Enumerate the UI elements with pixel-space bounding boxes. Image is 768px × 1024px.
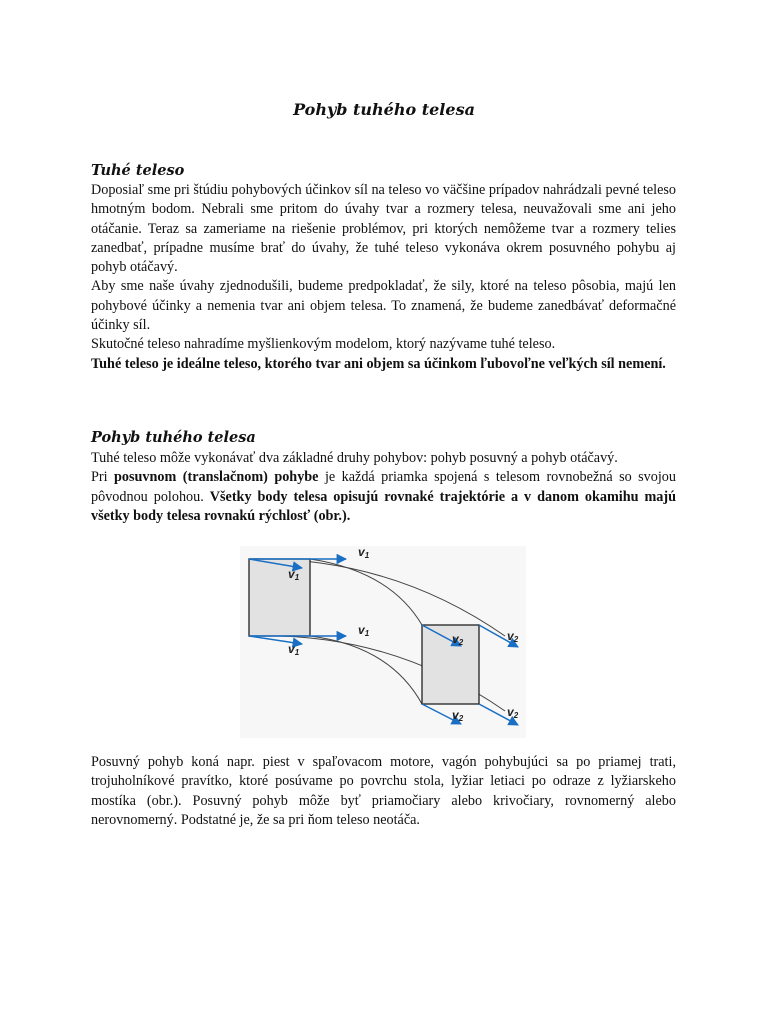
paragraph: Tuhé teleso môže vykonávať dva základné druhy pohybov: pohyb posuvný a pohyb otáčavý.	[91, 450, 618, 466]
body-position-2	[422, 625, 479, 704]
page-title: Pohyb tuhého telesa	[293, 100, 475, 119]
definition-text: Tuhé teleso je ideálne teleso, ktorého tvar ani objem sa účinkom ľubovoľne veľkých síl nemení.	[91, 355, 666, 372]
section-tuhe-teleso-body	[91, 181, 676, 374]
velocity-label-v2: v2	[507, 629, 519, 644]
bold-statement: Všetky body telesa opisujú rovnaké trajektórie a v danom okamihu majú všetky body telesa rovnakú rýchlosť (obr.).	[91, 488, 676, 524]
figure-svg	[240, 546, 526, 738]
heading-tuhe-teleso: Tuhé teleso	[91, 162, 185, 179]
velocity-label-v1: v1	[358, 623, 370, 638]
text-run: je každá priamka spojená s telesom rovnobežná so svojou pôvodnou polohou.	[91, 469, 676, 505]
body-position-1	[249, 559, 310, 636]
paragraph: Doposiaľ sme pri štúdiu pohybových účinkov síl na teleso vo väčšine prípadov nahrádzali pevné teleso hmotným bodom. Nebrali sme pritom do úvahy tvar a rozmery telesa, neuvažovali sme ani jeho otáčanie. Teraz sa zameriame na riešenie problémov, pri ktorých nemôžeme tvar a rozmery telies zanedbať, prípadne musíme brať do úvahy, že tuhé teleso vykonáva okrem posuvného pohybu aj pohyb otáčavý.	[91, 182, 676, 276]
text-run: Pri	[91, 469, 115, 486]
velocity-label-v1: v1	[358, 546, 370, 560]
velocity-label-v1: v1	[288, 642, 300, 657]
heading-pohyb-tuheho-telesa: Pohyb tuhého telesa	[91, 429, 256, 446]
bold-term: posuvnom (translačnom) pohybe	[114, 469, 319, 486]
velocity-label-v2: v2	[507, 705, 519, 720]
velocity-label-v1: v1	[288, 567, 300, 582]
velocity-label-v2: v2	[452, 708, 464, 723]
velocity-label-v2: v2	[452, 632, 464, 647]
definition-paragraph	[91, 355, 676, 374]
paragraph	[91, 468, 676, 526]
paragraph: Aby sme naše úvahy zjednodušili, budeme predpokladať, že sily, ktoré na teleso pôsobia, majú len pohybové účinky a nemenia tvar ani objem telesa. To znamená, že budeme zanedbávať deformačné účinky síl.	[91, 278, 676, 334]
section-posuvny-pohyb-examples	[91, 753, 676, 830]
section-pohyb-body	[91, 449, 676, 526]
translation-figure	[240, 546, 526, 738]
paragraph: Posuvný pohyb koná napr. piest v spaľovacom motore, vagón pohybujúci sa po priamej trati, trojuholníkové pravítko, ktoré posúvame po povrchu stola, lyžiar letiaci po odraze z lyžiarskeho mostíka (obr.). Posuvný pohyb môže byť priamočiary alebo krivočiary, rovnomerný alebo nerovnomerný. Podstatné je, že sa pri ňom teleso neotáča.	[91, 754, 676, 828]
paragraph: Skutočné teleso nahradíme myšlienkovým modelom, ktorý nazývame tuhé teleso.	[91, 336, 556, 353]
